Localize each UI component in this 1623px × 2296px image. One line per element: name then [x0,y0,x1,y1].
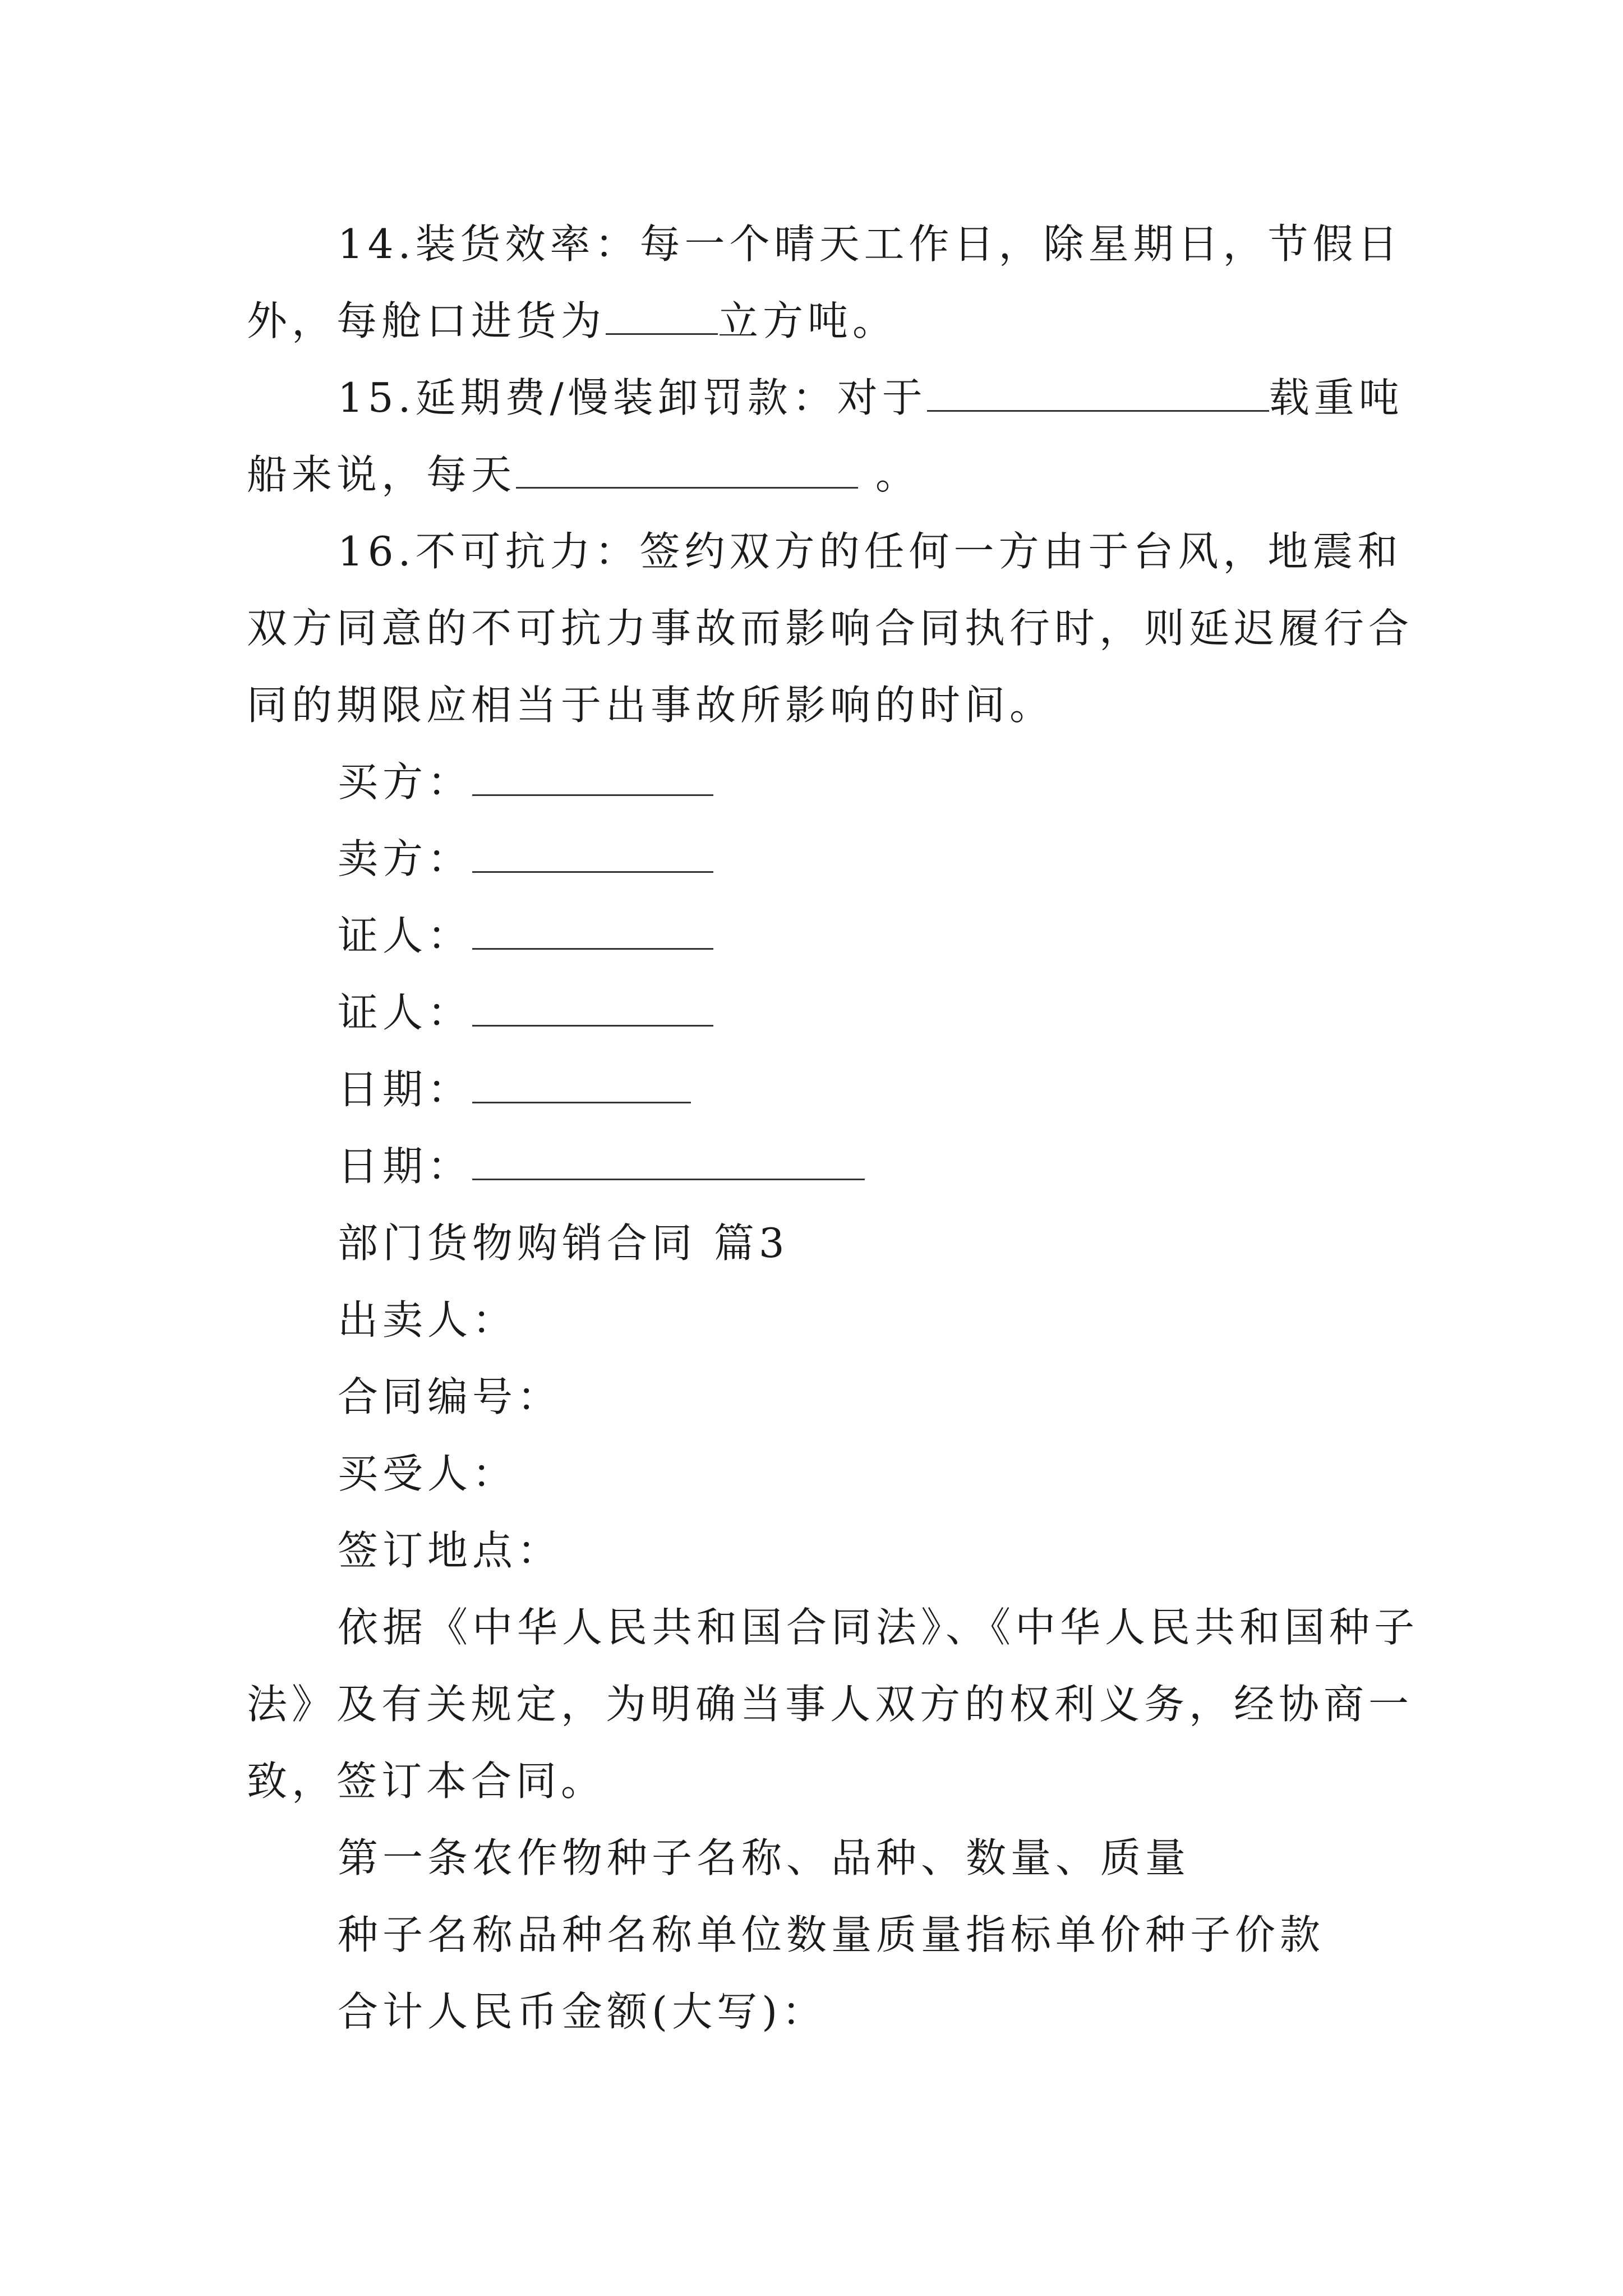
intro-line3-text: 致，签订本合同。 [247,1757,606,1805]
buyer-label: 买方： [338,758,473,806]
intro-line1 [338,1602,1419,1653]
contract3-seller [338,1295,517,1345]
seed-table-header [338,1910,1325,1960]
blank-field [472,911,713,950]
contract3-seller-text: 出卖人： [338,1296,518,1343]
p14-line1-text: 14.装货效率：每一个晴天工作日，除星期日，节假日 [338,220,1403,268]
intro-line3 [247,1756,606,1806]
p15-line2 [247,449,920,500]
p15-line1 [338,372,1404,423]
date1-line [338,1064,691,1115]
blank-field [516,450,858,489]
contract3-number-text: 合同编号： [338,1373,562,1420]
intro-line2 [247,1679,1413,1729]
date2-label: 日期： [338,1143,473,1190]
blank-field [472,988,713,1027]
contract3-buyer-text: 买受人： [338,1450,518,1497]
p16-line2-text: 双方同意的不可抗力事故而影响合同执行时，则延迟履行合 [247,605,1414,652]
article1-heading [338,1833,1190,1883]
blank-field [472,1142,865,1180]
seller-signature-line [338,834,713,884]
intro-line2-text: 法》及有关规定，为明确当事人双方的权利义务，经协商一 [247,1681,1414,1728]
article1-text: 第一条农作物种子名称、品种、数量、质量 [338,1834,1191,1881]
p14-line1 [338,219,1403,269]
p15-line2-after: 。 [858,451,920,498]
p14-line2 [247,296,897,346]
date1-label: 日期： [338,1066,473,1113]
p16-line3 [247,680,1054,730]
buyer-signature-line [338,757,713,807]
contract3-place [338,1525,562,1576]
blank-field [606,296,718,335]
contract3-place-text: 签订地点： [338,1527,562,1574]
seller-label: 卖方： [338,835,473,882]
contract3-buyer [338,1448,517,1499]
contract3-number [338,1372,562,1422]
p16-line1 [338,526,1403,577]
p16-line2 [247,603,1413,654]
blank-field [927,373,1269,412]
date2-line [338,1141,865,1191]
p16-line1-text: 16.不可抗力：签约双方的任何一方由于台风，地震和 [338,528,1403,575]
p15-line2-before: 船来说，每天 [247,451,517,498]
witness2-signature-line [338,987,713,1038]
total-amount-line [338,1986,827,2037]
total-amount-text: 合计人民币金额(大写)： [338,1988,827,2035]
p15-line1-before: 15.延期费/慢装卸罚款：对于 [338,374,927,421]
contract3-title [338,1218,789,1268]
contract3-title-text: 部门货物购销合同 篇3 [338,1220,789,1267]
witness1-signature-line [338,910,713,961]
blank-field [472,1065,691,1103]
p15-line1-after: 载重吨 [1269,374,1404,421]
intro-line1-text: 依据《中华人民共和国合同法》、《中华人民共和国种子 [338,1604,1419,1651]
p14-line2-after: 立方吨。 [718,297,898,344]
seed-table-header-text: 种子名称品种名称单位数量质量指标单价种子价款 [338,1911,1325,1958]
p16-line3-text: 同的期限应相当于出事故所影响的时间。 [247,682,1055,729]
blank-field [472,834,713,873]
p14-line2-before: 外，每舱口进货为 [247,297,606,344]
witness1-label: 证人： [338,912,473,959]
witness2-label: 证人： [338,989,473,1036]
blank-field [472,757,713,796]
